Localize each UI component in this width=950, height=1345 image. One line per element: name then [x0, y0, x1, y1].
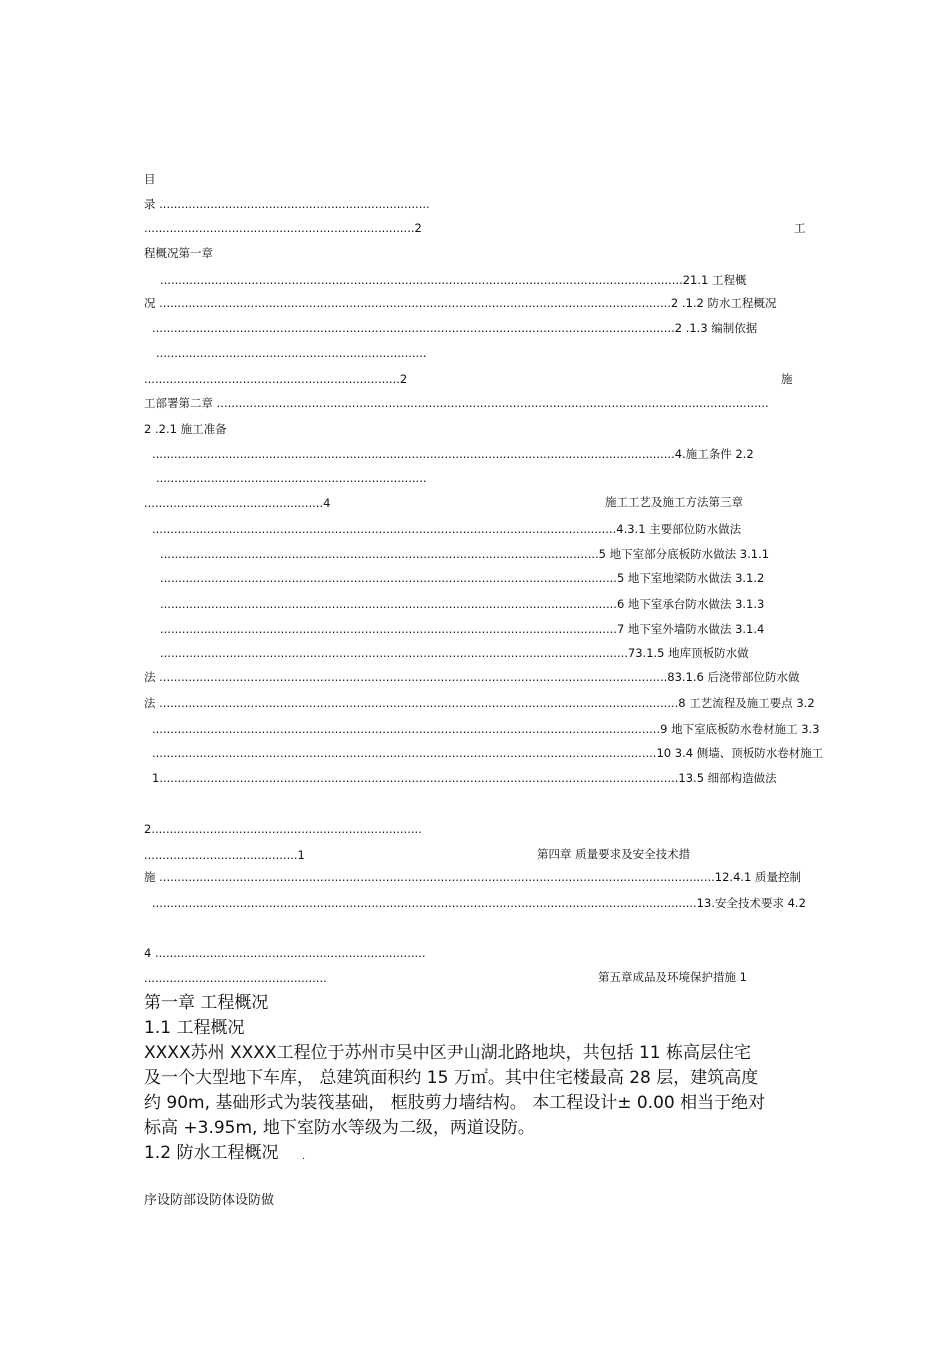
toc-line: ........................................................................................................................5 地下室部分底板防水做法 3.1.1 [160, 547, 770, 561]
toc-line: 施工工艺及施工方法第三章 [605, 495, 743, 509]
toc-line: 工 [794, 221, 806, 235]
section-title: 1.2 防水工程概况 [144, 1143, 279, 1163]
toc-line: ..........................................1 [144, 848, 305, 862]
toc-line: .................................................4 [144, 496, 331, 510]
toc-line: .............................................................................................................................7 地下室外墙防水做法 3.1.4 [160, 622, 765, 636]
toc-line: 工部署第二章 ....................................................................................................................................................... [144, 396, 769, 410]
toc-line: 施 ........................................................................................................................................................12.4.1 质量控制 [144, 870, 802, 884]
toc-line: 4 .......................................................................... [144, 946, 426, 960]
toc-line: 程概况第一章 [144, 246, 213, 260]
footer-text: 序设防部设防体设防做 [144, 1193, 275, 1208]
toc-line: 第五章成品及环境保护措施 1 [598, 970, 747, 984]
toc-line: ......................................................................2 [144, 372, 408, 386]
toc-line: .............................................................................................................................6 地下室承台防水做法 3.1.3 [160, 597, 765, 611]
paragraph-line: XXXX苏州 XXXX工程位于苏州市吴中区尹山湖北路地块，共包括 11 栋高层住宅 [144, 1043, 752, 1063]
toc-line: .............................................................................................................................5 地下室地梁防水做法 3.1.2 [160, 571, 765, 585]
toc-line: 2 .2.1 施工准备 [144, 422, 227, 436]
toc-line: ...............................................................................................................................................21.1 工程概 [160, 273, 747, 287]
toc-line: ................................................................................................................................73.1.5 地库顶板防水做 [160, 646, 749, 660]
toc-line: 施 [781, 372, 793, 386]
toc-line: .......................................................................... [156, 471, 427, 485]
toc-line: .................................................. [144, 971, 327, 985]
toc-line: 法 ..............................................................................................................................................8 工艺流程及施工要点 3.2 [144, 696, 815, 710]
section-title: 1.1 工程概况 [144, 1018, 245, 1038]
paragraph-line: 约 90m, 基础形式为装筏基础， 框肢剪力墙结构。 本工程设计± 0.00 相当于绝对 [144, 1093, 766, 1113]
toc-line: ..........................................................................................................................................10 3.4 侧墙、顶板防水卷材施工 [152, 746, 824, 760]
toc-line: ...............................................................................................................................................4.施工条件 2.2 [152, 447, 754, 461]
toc-line: ...............................................................................................................................4.3.1 主要部位防水做法 [152, 522, 742, 536]
chapter-title: 第一章 工程概况 [144, 993, 269, 1013]
toc-line: 录 .......................................................................... [144, 197, 430, 211]
paragraph-line: 及一个大型地下车库， 总建筑面积约 15 万㎡。其中住宅楼最高 28 层，建筑高度 [144, 1068, 759, 1088]
toc-line: 1..............................................................................................................................................13.5 细部构造做法 [152, 771, 777, 785]
toc-line: 法 ...........................................................................................................................................83.1.6 后浇带部位防水做 [144, 670, 800, 684]
stray-mark: . [302, 1151, 306, 1162]
paragraph-line: 标高 +3.95m, 地下室防水等级为二级，两道设防。 [144, 1118, 535, 1138]
toc-line: 2.......................................................................... [144, 822, 422, 836]
toc-line: ...............................................................................................................................................2 .1.3 编制依据 [152, 321, 758, 335]
toc-line: ...........................................................................................................................................9 地下室底板防水卷材施工 3.3 [152, 722, 820, 736]
toc-line: 目 [144, 172, 156, 186]
toc-line: .....................................................................................................................................................13.安全技术要求 4.2 [152, 896, 806, 910]
toc-line: 况 ............................................................................................................................................2 .1.2 防水工程概况 [144, 296, 777, 310]
toc-line: 第四章 质量要求及安全技术措 [537, 847, 691, 861]
toc-line: ..........................................................................2 [144, 221, 422, 235]
toc-line: .......................................................................... [156, 346, 427, 360]
